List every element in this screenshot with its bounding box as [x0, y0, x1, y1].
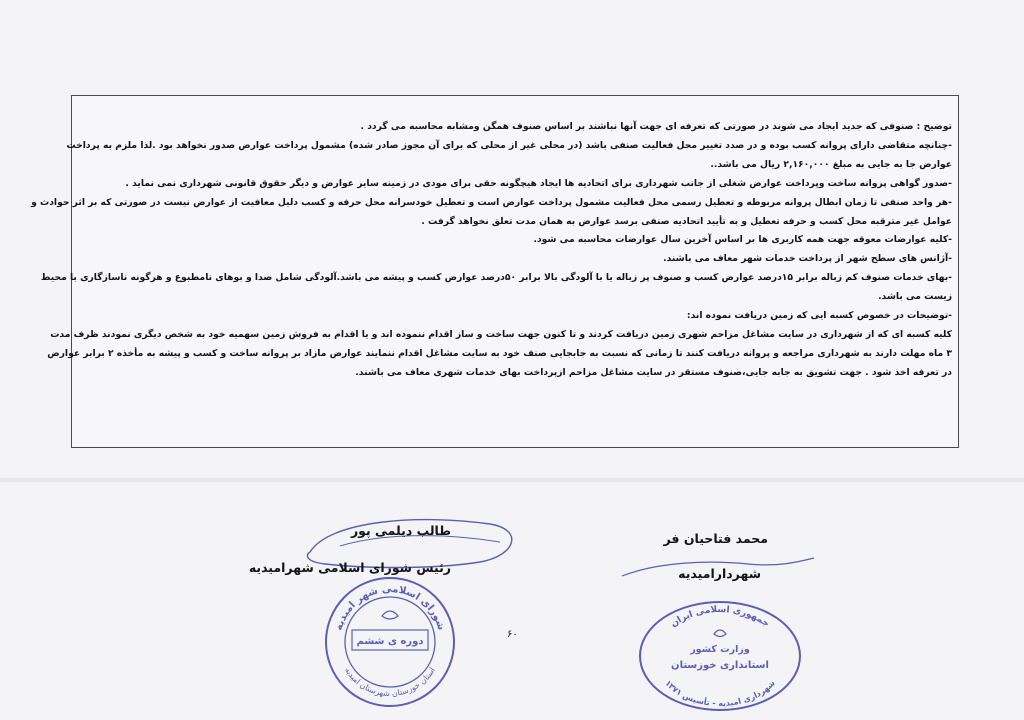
note-line: -آژانس های سطح شهر از پرداخت خدمات شهر معاف می باشند.	[663, 253, 952, 265]
note-line: -چنانچه متقاضی دارای پروانه کسب بوده و در صدد تغییر محل فعالیت صنفی باشد (در محلی غیر از محلی که برای آن مجوز صادر شده) مشمول پرداخت عوارض صدور نخواهد بود .لذا ملزم به پرداخت	[66, 139, 952, 151]
council-seal-bottom-text: استان خوزستان شهرستان امیدیه	[342, 665, 438, 699]
council-head-name: طالب دیلمی پور	[350, 523, 451, 538]
notes-box	[31, 95, 959, 448]
mayor-title: شهردارامیدیه	[678, 566, 761, 581]
note-line: -بهای خدمات صنوف کم زباله برابر ۱۵درصد عوارض کسب و صنوف پر زباله یا با آلودگی بالا برابر ۵۰درصد عوارض کسب و پیشه می باشد.آلودگی شامل صدا و بوهای نامطبوع و هرگونه ناسازگاری با محیط	[40, 272, 952, 284]
note-line: ۳ ماه مهلت دارند به شهرداری مراجعه و پروانه دریافت کنند تا زمانی که نسبت به جابجایی صنف خود به سایت مشاغل اقدام ننمایند عوارض مازاد بر پروانه ساخت و کسب و پیشه به مأخذه ۲ برابر عوارض	[47, 347, 952, 359]
municipality-seal-province-text: استانداری خوزستان	[671, 660, 769, 671]
svg-text:جمهوری اسلامی ایران	[669, 605, 771, 630]
council-seal-band-text: دوره ی ششم	[356, 636, 424, 647]
mayor-name: محمد فتاحیان فر	[663, 531, 768, 546]
municipality-seal-ministry-text: وزارت کشور	[690, 644, 750, 655]
council-seal-stamp	[320, 572, 460, 712]
note-line: کلیه کسبه ای که از شهرداری در سایت مشاغل مزاحم شهری زمین دریافت کردند و تا کنون جهت ساخت و ساز اقدام ننموده اند و یا اقدام به فروش زمین سهمیه خود به شخص دیگری نمودند ظرف مدت	[50, 328, 952, 340]
municipality-seal-bottom-text: شهرداری امیدیه - تأسیس ۱۳۷۱	[663, 678, 777, 709]
municipality-seal-stamp	[636, 598, 804, 714]
page-number: ۶۰	[507, 629, 518, 640]
note-line: -کلیه عوارضات معوقه جهت همه کاربری ها بر اساس آخرین سال عوارضات محاسبه می شود.	[533, 234, 952, 246]
svg-text:استان خوزستان شهرستان امیدیه	[343, 666, 437, 698]
note-line: -توضیحات در خصوص کسبه ایی که زمین دریافت نموده اند:	[686, 310, 952, 322]
page-fold-shadow	[0, 478, 1024, 482]
note-line: توضیح : صنوفی که جدید ایجاد می شوند در صورتی که تعرفه ای جهت آنها نباشند بر اساس صنوف همگن ومشابه محاسبه می گردد .	[360, 121, 952, 132]
note-line: عوارض جا به جایی به مبلغ ۲,۱۶۰,۰۰۰ ریال می باشد..	[710, 158, 952, 170]
note-line: زیست می باشد.	[878, 291, 952, 303]
municipality-seal-top-text: جمهوری اسلامی ایران	[669, 604, 772, 630]
note-line: عوامل غیر مترقبه محل کسب و حرفه تعطیل و به تأیید اتحادیه صنفی برسد عوارض به همان مدت تعلق نخواهد گرفت .	[421, 215, 952, 227]
notes-text	[31, 118, 952, 383]
note-line: -هر واحد صنفی تا زمان ابطال پروانه مربوطه و تعطیل رسمی محل فعالیت مشمول پرداخت عوارض است و تعطیل خودسرانه محل حرفه و کسب دلیل معافیت از عوارض نیست در صورتی که بر اثر حوادث و	[31, 196, 952, 208]
note-line: در تعرفه اخذ شود . جهت تشویق به جابه جایی،صنوف مستقر در سایت مشاغل مزاحم ازپرداخت بهای خدمات شهری معاف می باشند.	[355, 366, 952, 378]
council-head-title: رئیس شورای اسلامی شهرامیدیه	[248, 560, 451, 575]
note-line: -صدور گواهی پروانه ساخت وپرداخت عوارض شغلی از جانب شهرداری برای اتحادیه ها ایجاد هیچگونه حقی برای مودی در زمینه سایر عوارض و دیگر حقوق قانونی شهرداری نمی نماید .	[125, 177, 952, 189]
council-seal-outer-text: شورای اسلامی شهر امیدیه	[333, 583, 447, 632]
